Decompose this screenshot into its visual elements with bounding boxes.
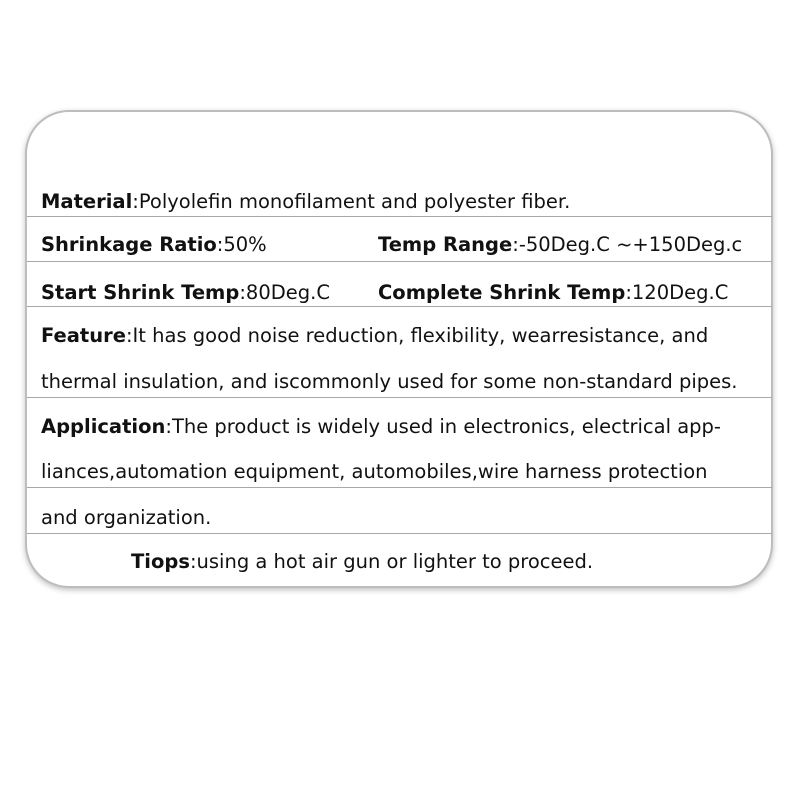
divider bbox=[27, 306, 772, 307]
start-shrink-temp-value: :80Deg.C bbox=[239, 281, 330, 304]
shrinkage-ratio-value: :50% bbox=[216, 233, 267, 256]
complete-shrink-temp-label: Complete Shrink Temp bbox=[378, 281, 626, 304]
tips-value: :using a hot air gun or lighter to proceed. bbox=[189, 550, 594, 573]
shrinkage-ratio-label: Shrinkage Ratio bbox=[41, 233, 217, 256]
application-label: Application bbox=[41, 415, 166, 438]
application-text-line3: and organization. bbox=[41, 506, 212, 529]
tips-row bbox=[131, 550, 593, 574]
tips-label: Tiops bbox=[131, 550, 190, 573]
complete-shrink-temp-row bbox=[378, 281, 728, 305]
application-row bbox=[41, 415, 721, 439]
material-value: :Polyolefin monofilament and polyester fiber. bbox=[132, 190, 571, 213]
shrinkage-ratio-row bbox=[41, 233, 267, 257]
temp-range-value: :-50Deg.C ~+150Deg.c bbox=[512, 233, 743, 256]
start-shrink-temp-label: Start Shrink Temp bbox=[41, 281, 240, 304]
divider bbox=[27, 533, 772, 534]
feature-row bbox=[41, 324, 708, 348]
divider bbox=[27, 487, 772, 488]
material-row bbox=[41, 190, 570, 214]
divider bbox=[27, 397, 772, 398]
feature-label: Feature bbox=[41, 324, 126, 347]
divider bbox=[27, 216, 772, 217]
temp-range-label: Temp Range bbox=[378, 233, 513, 256]
application-text-line2: liances,automation equipment, automobiles,wire harness protection bbox=[41, 460, 708, 483]
feature-text-line1: :It has good noise reduction, flexibility, wearresistance, and bbox=[125, 324, 709, 347]
feature-text-line2: thermal insulation, and iscommonly used for some non-standard pipes. bbox=[41, 370, 738, 393]
temp-range-row bbox=[378, 233, 742, 257]
start-shrink-temp-row bbox=[41, 281, 330, 305]
application-text-line1: :The product is widely used in electronics, electrical app- bbox=[165, 415, 721, 438]
divider bbox=[27, 261, 772, 262]
complete-shrink-temp-value: :120Deg.C bbox=[625, 281, 729, 304]
material-label: Material bbox=[41, 190, 133, 213]
